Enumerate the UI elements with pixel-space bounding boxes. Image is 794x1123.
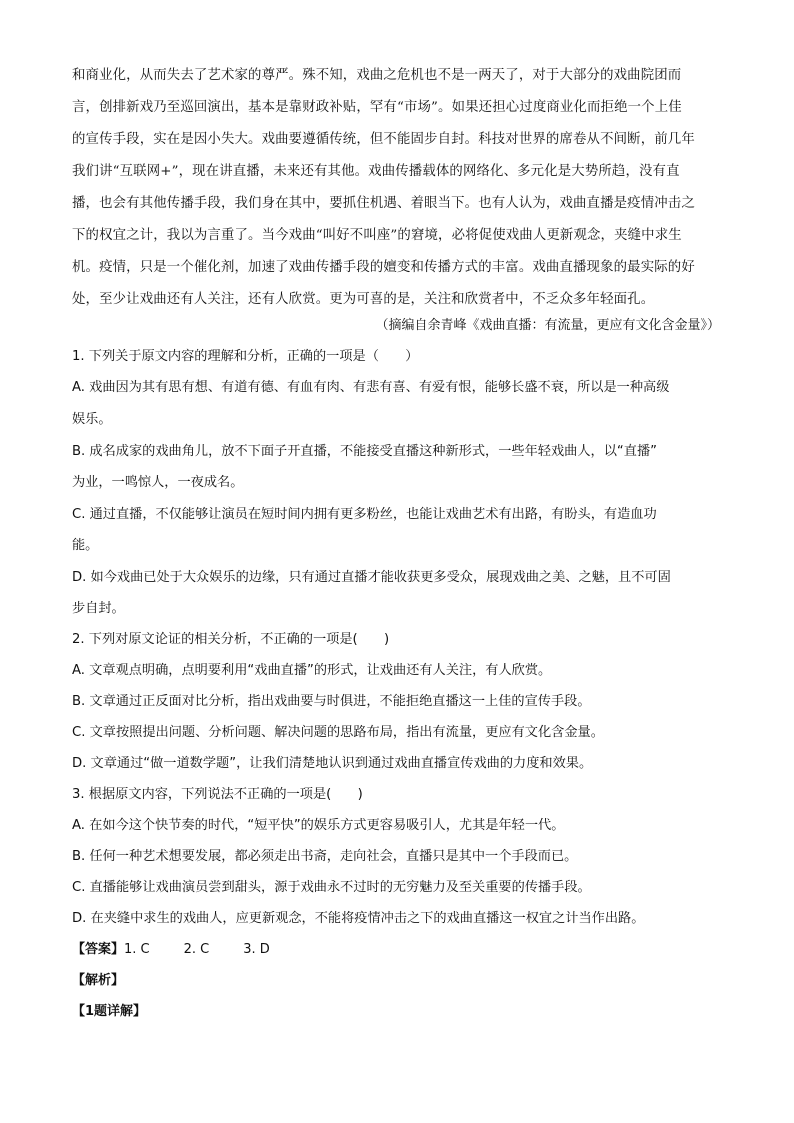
question-1-stem: 1. 下列关于原文内容的理解和分析，正确的一项是（ ） [72,349,419,364]
question-1-option-d: D. 如今戏曲已处于大众娱乐的边缘，只有通过直播才能收获更多受众，展现戏曲之美、之魅，且不可固 [72,570,671,585]
passage-line: 下的权宜之计，我以为言重了。当今戏曲“叫好不叫座”的窘境，必将促使戏曲人更新观念，夹缝中求生 [72,228,682,243]
question-3-option-c: C. 直播能够让戏曲演员尝到甜头，源于戏曲永不过时的无穷魅力及至关重要的传播手段。 [72,880,591,895]
passage-line: 的宣传手段，实在是因小失大。戏曲要遵循传统，但不能固步自封。科技对世界的席卷从不间断，前几年 [72,132,695,147]
question-2-option-b: B. 文章通过正反面对比分析，指出戏曲要与时俱进，不能拒绝直播这一上佳的宣传手段。 [72,694,591,709]
question-1-option-c-cont: 能。 [72,538,99,553]
passage-line: 处，至少让戏曲还有人关注，还有人欣赏。更为可喜的是，关注和欣赏者中，不乏众多年轻面孔。 [72,292,655,307]
analysis-label: 【解析】 [72,973,125,988]
answer-3: 3. D [243,942,270,957]
question-2-option-c: C. 文章按照提出问题、分析问题、解决问题的思路布局，指出有流量，更应有文化含金量。 [72,725,604,740]
question-1-option-a: A. 戏曲因为其有思有想、有道有德、有血有肉、有悲有喜、有爱有恨，能够长盛不衰，所以是一种高级 [72,380,670,395]
question-1-option-a-cont: 娱乐。 [72,412,112,427]
question-2-option-a: A. 文章观点明确，点明要利用“戏曲直播”的形式，让戏曲还有人关注，有人欣赏。 [72,663,552,678]
passage-line: 我们讲“互联网+”，现在讲直播，未来还有其他。戏曲传播载体的网络化、多元化是大势所趋，没有直 [72,164,680,179]
passage-line: 和商业化，从而失去了艺术家的尊严。殊不知，戏曲之危机也不是一两天了，对于大部分的戏曲院团而 [72,68,682,83]
question-3-stem: 3. 根据原文内容，下列说法不正确的一项是( ) [72,787,363,802]
passage-line: 机。疫情，只是一个催化剂，加速了戏曲传播手段的嬗变和传播方式的丰富。戏曲直播现象的最实际的好 [72,260,695,275]
question-3-option-b: B. 任何一种艺术想要发展，都必须走出书斋，走向社会，直播只是其中一个手段而已。 [72,849,578,864]
source-citation: （摘编自余青峰《戏曲直播：有流量，更应有文化含金量》） [375,318,720,333]
question-1-option-b-cont: 为业，一鸣惊人，一夜成名。 [72,475,244,490]
answer-label: 【答案】 [72,942,125,957]
detail-label: 【1题详解】 [72,1004,147,1019]
question-1-option-d-cont: 步自封。 [72,601,125,616]
question-1-option-c: C. 通过直播，不仅能够让演员在短时间内拥有更多粉丝，也能让戏曲艺术有出路，有盼头，有造血功 [72,507,657,522]
question-2-stem: 2. 下列对原文论证的相关分析，不正确的一项是( ) [72,632,390,647]
question-3-option-d: D. 在夹缝中求生的戏曲人，应更新观念，不能将疫情冲击之下的戏曲直播这一权宜之计当作出路。 [72,911,645,926]
answer-1: 1. C [124,942,150,957]
answer-line [72,940,270,960]
answer-2: 2. C [183,942,210,957]
passage-line: 言，创排新戏乃至巡回演出，基本是靠财政补贴，罕有“市场”。如果还担心过度商业化而拒绝一个上佳 [72,100,682,115]
question-1-option-b: B. 成名成家的戏曲角儿，放不下面子开直播，不能接受直播这种新形式，一些年轻戏曲人，以“直播” [72,444,657,459]
question-2-option-d: D. 文章通过“做一道数学题”，让我们清楚地认识到通过戏曲直播宣传戏曲的力度和效果。 [72,756,593,771]
question-3-option-a: A. 在如今这个快节奏的时代，“短平快”的娱乐方式更容易吸引人，尤其是年轻一代。 [72,818,565,833]
passage [72,60,722,316]
passage-line: 播，也会有其他传播手段，我们身在其中，要抓住机遇、着眼当下。也有人认为，戏曲直播是疫情冲击之 [72,196,695,211]
